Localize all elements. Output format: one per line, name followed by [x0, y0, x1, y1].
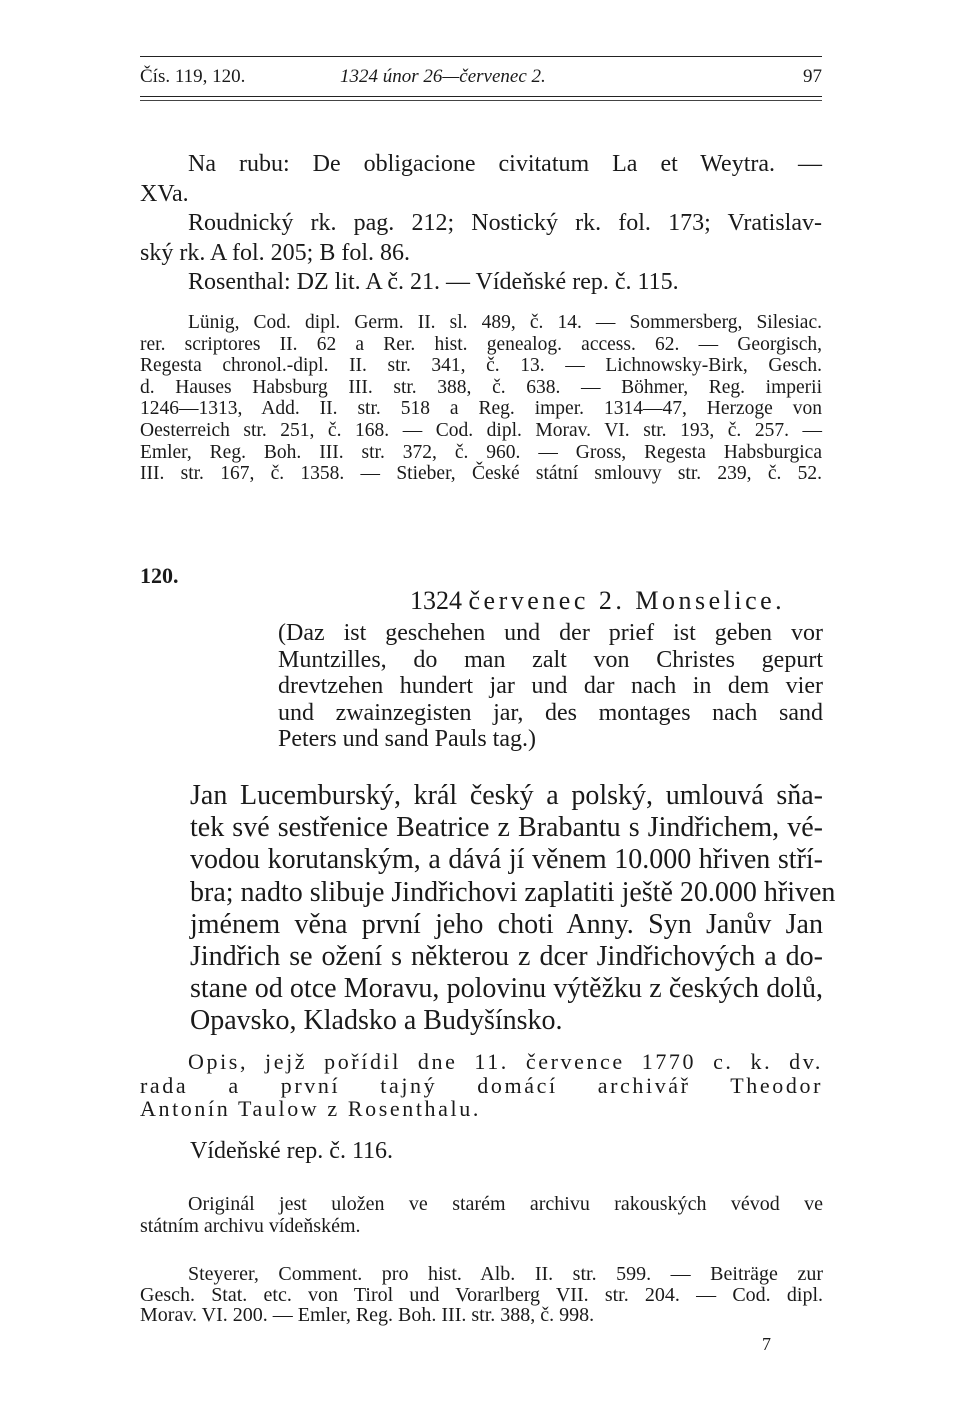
printer-signature-mark: 7: [762, 1334, 771, 1354]
page-number: 97: [803, 66, 822, 87]
regest-line: stane od otce Moravu, polovinu výtěžku z českých dolů,: [190, 973, 823, 1005]
original-note-line: státním archivu vídeňském.: [140, 1214, 361, 1237]
original-location-note: [140, 1194, 823, 1237]
literature-line: Regesta chronol.-dipl. II. str. 341, č. 13. — Lichnowsky-Birk, Gesch.: [140, 355, 822, 377]
edition-line: Gesch. Stat. etc. von Tirol und Vorarlberg VII. str. 204. — Cod. dipl.: [140, 1283, 823, 1306]
literature-line: 1246—1313, Add. II. str. 518 a Reg. imper. 1314—47, Herzoge von: [140, 398, 822, 420]
header-bottom-rule-thin: [140, 100, 822, 101]
header-bottom-rule: [140, 96, 822, 97]
running-head: [140, 66, 822, 92]
note-line: XVa.: [140, 180, 189, 207]
regest-line: Jindřich se ožení s některou z dcer Jindřichových a do-: [190, 940, 823, 972]
date-month-place: červenec 2. Monselice.: [468, 586, 786, 615]
quote-line: Peters und sand Pauls tag.): [278, 726, 536, 752]
literature-line: Lünig, Cod. dipl. Germ. II. sl. 489, č. 14. — Sommersberg, Silesiac.: [188, 312, 822, 333]
literature-line: III. str. 167, č. 1358. — Stieber, České státní smlouvy str. 239, č. 52.: [140, 463, 822, 485]
note-line: Roudnický rk. pag. 212; Nostický rk. fol. 173; Vratislav-: [188, 210, 822, 236]
note-line: ský rk. A fol. 205; B fol. 86.: [140, 239, 411, 266]
doc-119-archival-notes: [140, 150, 822, 298]
vienna-repertory-reference: Vídeňské rep. č. 116.: [190, 1138, 394, 1164]
literature-line: Emler, Reg. Boh. III. str. 372, č. 960. — Gross, Regesta Habsburgica: [140, 441, 822, 463]
literature-line: Oesterreich str. 251, č. 168. — Cod. dipl. Morav. VI. str. 193, č. 257. —: [140, 419, 822, 441]
date-year: 1324: [410, 586, 462, 615]
quote-line: und zwainzegisten jar, des montages nach sand: [278, 699, 823, 726]
regest-line: bra; nadto slibuje Jindřichovi zaplatiti ještě 20.000 hřiven: [190, 876, 836, 908]
edition-line: Morav. VI. 200. — Emler, Reg. Boh. III. str. 388, č. 998.: [140, 1304, 595, 1326]
literature-line: rer. scriptores II. 62 a Rer. hist. genealog. access. 62. — Georgisch,: [140, 333, 822, 355]
doc-119-literature: [140, 312, 822, 485]
editions-literature: [140, 1264, 823, 1326]
regest-line: vodou korutanským, a dává jí věnem 10.000 hřiven stří-: [190, 844, 823, 876]
edition-line: Steyerer, Comment. pro hist. Alb. II. str. 599. — Beiträge zur: [188, 1263, 823, 1285]
quote-line: Muntzilles, do man zalt von Christes gepurt: [278, 646, 823, 673]
copy-note-line: rada a první tajný domácí archivář Theodor: [140, 1072, 823, 1098]
quote-line: (Daz ist geschehen und der prief ist geben vor: [278, 620, 823, 646]
copy-provenance-note: [140, 1050, 823, 1121]
note-line: Na rubu: De obligacione civitatum La et Weytra. —: [188, 151, 822, 177]
literature-line: d. Hauses Habsburg III. str. 388, č. 638. — Böhmer, Reg. imperii: [140, 376, 822, 398]
original-note-line: Originál jest uložen ve starém archivu rakouských vévod ve: [188, 1193, 823, 1215]
note-line: Rosenthal: DZ lit. A č. 21. — Vídeňské rep. č. 115.: [188, 269, 679, 295]
quote-line: drevtzehen hundert jar und dar nach in dem vier: [278, 673, 823, 699]
regest-line: jménem věna první jeho choti Anny. Syn Janův Jan: [190, 908, 823, 940]
regest-line: tek své sestřenice Beatrice z Brabantu s Jindřichem, vé-: [190, 812, 823, 844]
regest-line: Jan Lucemburský, král český a polský, umlouvá sňa-: [190, 780, 823, 811]
running-head-date-range: 1324 únor 26—červenec 2.: [340, 66, 546, 87]
copy-note-line: Antonín Taulow z Rosenthalu.: [140, 1096, 481, 1121]
document-number: 120.: [140, 563, 179, 588]
regest-line: Opavsko, Kladsko a Budyšínsko.: [190, 1005, 563, 1037]
dating-clause-quote: [278, 620, 823, 753]
header-top-rule: [140, 56, 822, 57]
regest-summary: [190, 780, 836, 1038]
document-date-place: [410, 586, 785, 616]
copy-note-line: Opis, jejž pořídil dne 11. července 1770 c. k. dv.: [188, 1049, 823, 1074]
running-head-document-numbers: Čís. 119, 120.: [140, 66, 246, 87]
